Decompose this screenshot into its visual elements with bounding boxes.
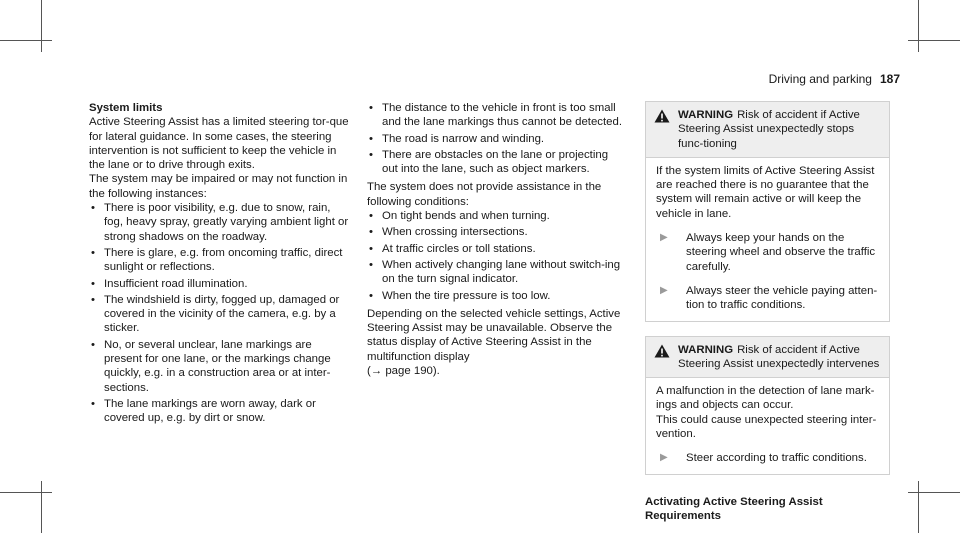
crop-mark	[918, 481, 919, 533]
step-text: Steer according to traffic conditions.	[686, 452, 867, 465]
availability-note	[367, 307, 623, 378]
header-section-title: Driving and parking	[768, 72, 872, 86]
instruction-step	[656, 231, 881, 274]
section-subheading: Requirements	[645, 509, 721, 522]
crop-mark	[0, 492, 52, 493]
crop-mark	[908, 492, 960, 493]
impaired-list-continued	[367, 101, 623, 176]
instruction-step	[656, 451, 881, 465]
crop-mark	[908, 40, 960, 41]
warning-triangle-icon	[654, 344, 670, 372]
list-item: • At traffic circles or toll stations.	[367, 242, 623, 256]
crop-mark	[41, 481, 42, 533]
no-assist-list	[367, 209, 623, 303]
warning-header	[646, 337, 889, 379]
warning-text: This could cause unexpected steering inter-vention.	[656, 413, 877, 441]
instruction-step	[656, 284, 881, 313]
step-arrow-icon: ▶	[660, 284, 668, 296]
warning-title	[678, 343, 881, 372]
section-heading: Activating Active Steering Assist	[645, 495, 823, 508]
list-item: • When crossing intersections.	[367, 225, 623, 239]
crop-mark	[41, 0, 42, 52]
list-item: • The lane markings are worn away, dark or covered up, e.g. by dirt or snow.	[89, 397, 351, 426]
warning-keyword: WARNING	[678, 343, 734, 356]
crop-mark	[918, 0, 919, 52]
list-item: • The road is narrow and winding.	[367, 132, 623, 146]
list-item: • When actively changing lane without switch-ing on the turn signal indicator.	[367, 258, 623, 287]
warning-text: If the system limits of Active Steering Assist are reached there is no guarantee that the system will remain active or will keep the vehicle in lane.	[656, 164, 875, 220]
warning-body	[646, 158, 889, 321]
step-text: Always steer the vehicle paying atten-tion to traffic conditions.	[686, 284, 878, 312]
list-item: • Insufficient road illumination.	[89, 277, 351, 291]
list-item: • No, or several unclear, lane markings are present for one lane, or the markings change quickly, e.g. in a construction area or at inter-sections.	[89, 338, 351, 395]
step-arrow-icon: ▶	[660, 452, 668, 464]
step-text: Always keep your hands on the steering wheel and observe the traffic carefully.	[686, 232, 876, 273]
list-item: • The windshield is dirty, fogged up, damaged or covered in the vicinity of the camera, e.g. by a sticker.	[89, 293, 351, 336]
warning-title-text: Risk of accident if Active Steering Assist unexpectedly stops func-tioning	[678, 109, 860, 150]
running-header	[769, 72, 900, 86]
column-middle	[367, 101, 623, 378]
impaired-list	[89, 201, 351, 425]
availability-text: Depending on the selected vehicle settings, Active Steering Assist may be unavailable. Observe the status display of Active Steering Assist in the multifunction display	[367, 307, 621, 363]
impaired-intro: The system may be impaired or may not function in the following instances:	[89, 173, 348, 200]
page-reference-link[interactable]: (→ page 190).	[367, 365, 440, 378]
page-number: 187	[879, 72, 900, 86]
column-right	[645, 101, 890, 523]
step-arrow-icon: ▶	[660, 232, 668, 244]
crop-mark	[0, 40, 52, 41]
warning-title-text: Risk of accident if Active Steering Assist unexpectedly intervenes	[678, 343, 880, 370]
warning-header	[646, 102, 889, 158]
warning-box-intervenes	[645, 336, 890, 475]
system-limits-heading: System limits	[89, 102, 163, 114]
no-assist-intro: The system does not provide assistance in the following conditions:	[367, 181, 602, 208]
warning-text: A malfunction in the detection of lane mark-ings and objects can occur.	[656, 385, 875, 412]
system-limits-intro: Active Steering Assist has a limited steering tor-que for lateral guidance. In some cases, the steering intervention is not sufficient to keep the vehicle in the lane or to drive through exits.	[89, 116, 349, 172]
warning-box-stops	[645, 101, 890, 322]
list-item: • The distance to the vehicle in front is too small and the lane markings thus cannot be detected.	[367, 101, 623, 130]
list-item: • On tight bends and when turning.	[367, 209, 623, 223]
list-item: • There is glare, e.g. from oncoming traffic, direct sunlight or reflections.	[89, 246, 351, 275]
warning-triangle-icon	[654, 109, 670, 151]
warning-keyword: WARNING	[678, 109, 734, 121]
list-item: • When the tire pressure is too low.	[367, 289, 623, 303]
warning-title	[678, 108, 881, 151]
warning-body	[646, 378, 889, 473]
list-item: • There is poor visibility, e.g. due to snow, rain, fog, heavy spray, greatly varying ambient light or strong shadows on the roadway.	[89, 201, 351, 244]
column-left	[89, 101, 351, 428]
list-item: • There are obstacles on the lane or projecting out into the lane, such as object markers.	[367, 148, 623, 177]
